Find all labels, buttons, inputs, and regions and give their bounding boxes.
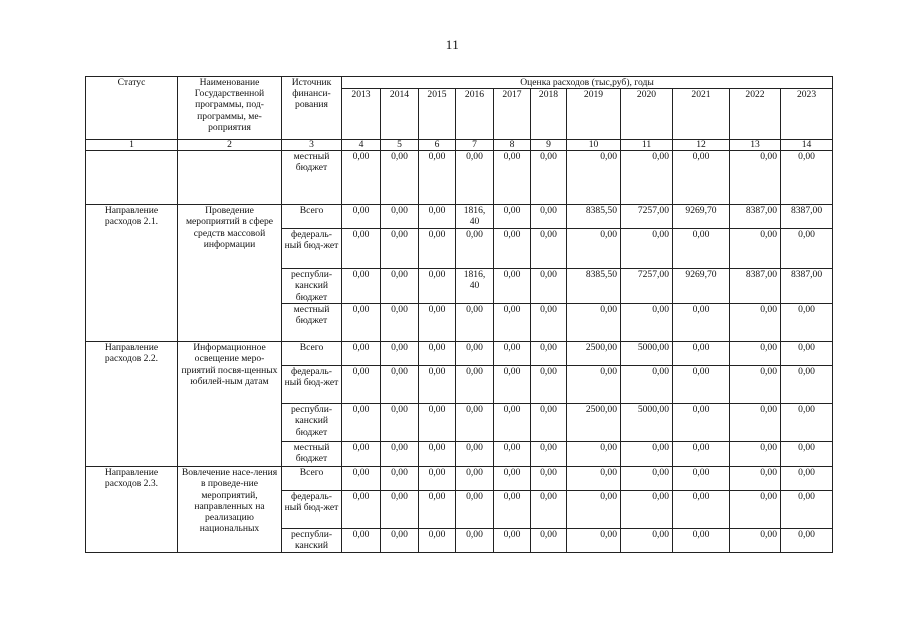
value-cell: 0,00 xyxy=(531,467,567,491)
funding-source-cell: Всего xyxy=(282,342,342,366)
value-cell: 0,00 xyxy=(673,529,730,552)
value-cell: 0,00 xyxy=(621,491,673,529)
status-cell: Направление расходов 2.3. xyxy=(86,467,178,552)
value-cell: 0,00 xyxy=(621,229,673,269)
value-cell: 0,00 xyxy=(730,404,781,442)
value-cell: 8387,00 xyxy=(730,269,781,304)
table-row xyxy=(86,467,833,491)
column-number: 6 xyxy=(419,140,456,151)
header-year: 2015 xyxy=(419,89,456,140)
value-cell: 0,00 xyxy=(730,442,781,467)
header-year: 2013 xyxy=(342,89,381,140)
value-cell: 1816, 40 xyxy=(456,205,494,229)
value-cell: 0,00 xyxy=(456,404,494,442)
value-cell: 0,00 xyxy=(381,229,419,269)
value-cell: 0,00 xyxy=(567,529,621,552)
value-cell: 0,00 xyxy=(673,304,730,342)
column-number-row xyxy=(86,140,833,151)
value-cell: 0,00 xyxy=(494,366,531,404)
value-cell: 0,00 xyxy=(621,366,673,404)
header-year: 2014 xyxy=(381,89,419,140)
table-body xyxy=(86,77,833,553)
value-cell: 0,00 xyxy=(494,404,531,442)
column-number: 2 xyxy=(178,140,282,151)
value-cell: 0,00 xyxy=(381,529,419,552)
value-cell: 0,00 xyxy=(494,529,531,552)
value-cell: 0,00 xyxy=(419,304,456,342)
funding-source-cell: Всего xyxy=(282,205,342,229)
header-year: 2021 xyxy=(673,89,730,140)
value-cell: 0,00 xyxy=(531,229,567,269)
value-cell: 9269,70 xyxy=(673,269,730,304)
value-cell: 9269,70 xyxy=(673,205,730,229)
value-cell: 0,00 xyxy=(342,467,381,491)
value-cell: 0,00 xyxy=(342,269,381,304)
value-cell: 0,00 xyxy=(342,404,381,442)
value-cell: 0,00 xyxy=(494,491,531,529)
column-number: 5 xyxy=(381,140,419,151)
funding-source-cell: республи-канский xyxy=(282,529,342,552)
value-cell: 1816, 40 xyxy=(456,269,494,304)
value-cell: 0,00 xyxy=(456,467,494,491)
value-cell: 0,00 xyxy=(673,491,730,529)
value-cell: 0,00 xyxy=(781,151,833,205)
header-year: 2017 xyxy=(494,89,531,140)
value-cell: 0,00 xyxy=(342,342,381,366)
value-cell: 0,00 xyxy=(456,229,494,269)
column-number: 9 xyxy=(531,140,567,151)
value-cell: 0,00 xyxy=(730,467,781,491)
value-cell: 0,00 xyxy=(456,342,494,366)
header-status: Статус xyxy=(86,77,178,140)
value-cell: 8387,00 xyxy=(730,205,781,229)
value-cell: 0,00 xyxy=(531,404,567,442)
value-cell: 0,00 xyxy=(781,491,833,529)
event-name-cell: Проведение мероприятий в сфере средств массовой информации xyxy=(178,205,282,342)
value-cell: 0,00 xyxy=(531,151,567,205)
value-cell: 0,00 xyxy=(781,442,833,467)
value-cell: 0,00 xyxy=(456,442,494,467)
funding-source-cell: республи-канский бюджет xyxy=(282,404,342,442)
value-cell: 0,00 xyxy=(381,269,419,304)
value-cell: 0,00 xyxy=(673,467,730,491)
value-cell: 0,00 xyxy=(567,467,621,491)
value-cell: 0,00 xyxy=(456,529,494,552)
header-year: 2018 xyxy=(531,89,567,140)
funding-source-cell: местный бюджет xyxy=(282,304,342,342)
value-cell: 0,00 xyxy=(419,442,456,467)
value-cell: 0,00 xyxy=(673,404,730,442)
value-cell: 0,00 xyxy=(567,366,621,404)
header-estimate: Оценка расходов (тыс,руб), годы xyxy=(342,77,833,89)
value-cell: 0,00 xyxy=(531,304,567,342)
column-number: 12 xyxy=(673,140,730,151)
header-funding-source: Источник финанси-рования xyxy=(282,77,342,140)
value-cell: 0,00 xyxy=(419,366,456,404)
value-cell: 0,00 xyxy=(730,491,781,529)
column-number: 4 xyxy=(342,140,381,151)
funding-source-cell: федераль-ный бюд-жет xyxy=(282,491,342,529)
value-cell: 0,00 xyxy=(781,529,833,552)
event-name-cell: Вовлечение насе-ления в проведе-ние мероприятий, направленных на реализацию национальных xyxy=(178,467,282,552)
event-name-cell: Информационное освещение меро-приятий посвя-щенных юбилей-ным датам xyxy=(178,342,282,467)
value-cell: 0,00 xyxy=(381,442,419,467)
value-cell: 8385,50 xyxy=(567,205,621,229)
value-cell: 0,00 xyxy=(381,491,419,529)
budget-table xyxy=(85,76,833,553)
value-cell: 0,00 xyxy=(342,529,381,552)
value-cell: 0,00 xyxy=(730,366,781,404)
value-cell: 0,00 xyxy=(781,304,833,342)
value-cell: 0,00 xyxy=(494,229,531,269)
value-cell: 0,00 xyxy=(494,205,531,229)
column-number: 14 xyxy=(781,140,833,151)
value-cell: 0,00 xyxy=(621,442,673,467)
value-cell: 0,00 xyxy=(419,404,456,442)
header-year: 2019 xyxy=(567,89,621,140)
column-number: 11 xyxy=(621,140,673,151)
value-cell: 0,00 xyxy=(456,366,494,404)
value-cell: 0,00 xyxy=(621,467,673,491)
value-cell: 0,00 xyxy=(730,151,781,205)
value-cell: 0,00 xyxy=(342,304,381,342)
value-cell: 0,00 xyxy=(342,491,381,529)
value-cell: 7257,00 xyxy=(621,269,673,304)
value-cell: 0,00 xyxy=(730,529,781,552)
value-cell: 0,00 xyxy=(456,304,494,342)
header-program-name: Наименование Государственной программы, под-программы, ме-роприятия xyxy=(178,77,282,140)
header-year: 2023 xyxy=(781,89,833,140)
column-number: 13 xyxy=(730,140,781,151)
funding-source-cell: республи-канский бюджет xyxy=(282,269,342,304)
value-cell: 5000,00 xyxy=(621,404,673,442)
value-cell: 0,00 xyxy=(531,205,567,229)
value-cell: 0,00 xyxy=(531,529,567,552)
value-cell: 0,00 xyxy=(342,205,381,229)
value-cell: 8385,50 xyxy=(567,269,621,304)
value-cell: 0,00 xyxy=(621,151,673,205)
value-cell: 0,00 xyxy=(494,442,531,467)
page-number: 11 xyxy=(445,37,460,52)
value-cell: 0,00 xyxy=(342,229,381,269)
value-cell: 0,00 xyxy=(567,229,621,269)
value-cell: 0,00 xyxy=(342,366,381,404)
funding-source-cell: местный бюджет xyxy=(282,442,342,467)
value-cell: 0,00 xyxy=(781,366,833,404)
value-cell: 0,00 xyxy=(381,304,419,342)
value-cell: 0,00 xyxy=(342,442,381,467)
column-number: 8 xyxy=(494,140,531,151)
funding-source-cell: Всего xyxy=(282,467,342,491)
status-cell-empty xyxy=(86,151,178,205)
value-cell: 0,00 xyxy=(494,269,531,304)
value-cell: 0,00 xyxy=(567,304,621,342)
value-cell: 0,00 xyxy=(419,342,456,366)
value-cell: 0,00 xyxy=(381,404,419,442)
value-cell: 0,00 xyxy=(419,467,456,491)
value-cell: 0,00 xyxy=(730,304,781,342)
value-cell: 0,00 xyxy=(381,205,419,229)
value-cell: 0,00 xyxy=(494,304,531,342)
status-cell: Направление расходов 2.2. xyxy=(86,342,178,467)
funding-source-cell: федераль-ный бюд-жет xyxy=(282,366,342,404)
column-number: 10 xyxy=(567,140,621,151)
value-cell: 0,00 xyxy=(381,366,419,404)
header-row-1 xyxy=(86,77,833,89)
value-cell: 0,00 xyxy=(781,229,833,269)
value-cell: 0,00 xyxy=(567,151,621,205)
value-cell: 0,00 xyxy=(531,366,567,404)
table-row xyxy=(86,342,833,366)
value-cell: 0,00 xyxy=(494,342,531,366)
table-row xyxy=(86,205,833,229)
value-cell: 8387,00 xyxy=(781,269,833,304)
value-cell: 0,00 xyxy=(531,269,567,304)
column-number: 3 xyxy=(282,140,342,151)
value-cell: 0,00 xyxy=(673,229,730,269)
header-year: 2022 xyxy=(730,89,781,140)
value-cell: 8387,00 xyxy=(781,205,833,229)
value-cell: 0,00 xyxy=(621,304,673,342)
funding-source-cell: местный бюджет xyxy=(282,151,342,205)
value-cell: 0,00 xyxy=(494,151,531,205)
value-cell: 0,00 xyxy=(531,442,567,467)
column-number: 1 xyxy=(86,140,178,151)
value-cell: 0,00 xyxy=(567,491,621,529)
value-cell: 0,00 xyxy=(781,404,833,442)
value-cell: 7257,00 xyxy=(621,205,673,229)
value-cell: 0,00 xyxy=(419,529,456,552)
value-cell: 0,00 xyxy=(381,467,419,491)
value-cell: 0,00 xyxy=(730,229,781,269)
value-cell: 0,00 xyxy=(781,467,833,491)
value-cell: 0,00 xyxy=(673,342,730,366)
funding-source-cell: федераль-ный бюд-жет xyxy=(282,229,342,269)
value-cell: 0,00 xyxy=(419,205,456,229)
value-cell: 0,00 xyxy=(381,151,419,205)
value-cell: 0,00 xyxy=(419,151,456,205)
value-cell: 0,00 xyxy=(494,467,531,491)
value-cell: 0,00 xyxy=(730,342,781,366)
header-year: 2020 xyxy=(621,89,673,140)
value-cell: 0,00 xyxy=(456,151,494,205)
status-cell: Направление расходов 2.1. xyxy=(86,205,178,342)
header-year: 2016 xyxy=(456,89,494,140)
column-number: 7 xyxy=(456,140,494,151)
value-cell: 0,00 xyxy=(342,151,381,205)
value-cell: 0,00 xyxy=(531,342,567,366)
value-cell: 0,00 xyxy=(531,491,567,529)
value-cell: 0,00 xyxy=(381,342,419,366)
value-cell: 2500,00 xyxy=(567,404,621,442)
value-cell: 0,00 xyxy=(621,529,673,552)
value-cell: 0,00 xyxy=(781,342,833,366)
name-cell-empty xyxy=(178,151,282,205)
value-cell: 0,00 xyxy=(419,269,456,304)
value-cell: 5000,00 xyxy=(621,342,673,366)
value-cell: 0,00 xyxy=(673,366,730,404)
value-cell: 0,00 xyxy=(673,151,730,205)
value-cell: 0,00 xyxy=(673,442,730,467)
value-cell: 0,00 xyxy=(419,229,456,269)
value-cell: 0,00 xyxy=(567,442,621,467)
table-row xyxy=(86,151,833,205)
value-cell: 2500,00 xyxy=(567,342,621,366)
value-cell: 0,00 xyxy=(456,491,494,529)
value-cell: 0,00 xyxy=(419,491,456,529)
